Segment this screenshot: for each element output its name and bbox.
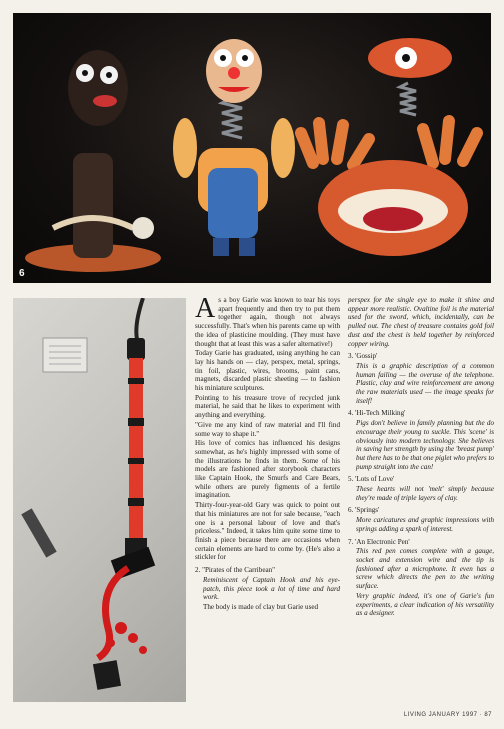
- caption-body: This is a graphic description of a common human failing — the overuse of the telephone. Plastic, clay and wire reinforcement are among the raw materials used — the image speaks for itself!: [356, 361, 494, 405]
- paragraph: As a boy Garie was known to tear his toys apart frequently and then try to put them together again, though not always successfully. That's when his parents came up with the idea of plasticine moulding. (They must have thought that at least this was a safer alternative!): [195, 293, 340, 348]
- caption-heading: 3. 'Gossip': [348, 352, 378, 361]
- electronic-pen-illustration: [13, 298, 186, 702]
- caption-body: Pigs don't believe in family planning but the do encourage their young to suckle. This 'scene' is obviously into modern technology. She believes in saving her strength by using the 'breast pump' but there has to be that one piglet who prefers to pump straight into the can!: [356, 419, 494, 471]
- caption-body: Very graphic indeed, it's one of Garie's fun experiments, a clear indication of his versatility as a designer.: [356, 591, 494, 618]
- caption-heading: 6. 'Springs': [348, 506, 380, 515]
- caption-heading: 2. "Pirates of the Carribean": [195, 566, 276, 575]
- caption-body: These hearts will not 'melt' simply because they're made of triple layers of clay.: [356, 485, 494, 502]
- caption-heading: 4. 'Hi-Tech Milking': [348, 409, 406, 418]
- caption-heading: 5. 'Lots of Love': [348, 475, 395, 484]
- paragraph: Pointing to his treasure trove of recycled junk material, he said that he likes to experiment with anything and everything.: [195, 393, 340, 420]
- drop-cap: A: [195, 293, 216, 324]
- sculptures-illustration: [13, 13, 491, 283]
- caption-body: perspex for the single eye to make it shine and appear more realistic. Ovaltine foil is the material used for the sword, which, incidentally, can be pulled out. The chest of treasure contains gold foil dust and the chest is held together by reinforced copper wiring.: [348, 296, 494, 348]
- sculptures-photo: [13, 13, 491, 283]
- paragraph: "Give me any kind of raw material and I'll find some way to shape it.": [195, 420, 340, 438]
- paragraph: Today Garie has graduated, using anything he can lay his hands on — clay, perspex, metal, springs, tin foil, plastic, wires, brooms, paint cans, magnets, discarded plastic sheeting — to fashion his miniature sculptures.: [195, 349, 340, 393]
- caption-body: More caricatures and graphic impressions with springs adding a spark of interest.: [356, 516, 494, 533]
- caption-heading: 7. 'An Electronic Pen': [348, 537, 410, 546]
- caption-body: The body is made of clay but Garie used: [203, 602, 319, 611]
- article-column-2: [348, 296, 494, 619]
- paragraph: Thirty-four-year-old Gary was quick to point out that his miniatures are not for sale because, "each one is a personal labour of love and that's priceless." Indeed, it takes him quite some time to finish a piece because there are occasions when certain elements are hard to come by. (He's also a stickler for: [195, 501, 340, 562]
- article-column-1: [195, 293, 340, 613]
- electronic-pen-photo: [13, 298, 186, 702]
- caption-body: Reminiscent of Captain Hook and his eye-patch, this piece took a lot of time and hard work.: [203, 575, 340, 602]
- paragraph: His love of comics has influenced his designs somewhat, as he's highly impressed with some of the illustrations he finds in them. Some of his models are fashioned after storybook characters like Captain Hook, the Smurfs and Care Bears, while others are purely figments of a fertile imagination.: [195, 439, 340, 500]
- page-footer: LIVING JANUARY 1997 · 87: [403, 712, 492, 718]
- photo-number: 6: [19, 268, 25, 279]
- caption-body: This red pen comes complete with a gauge, socket and extension wire and the tip is fashioned after a microphone. It even has a screw which directs the pen to the writing surface.: [356, 547, 494, 591]
